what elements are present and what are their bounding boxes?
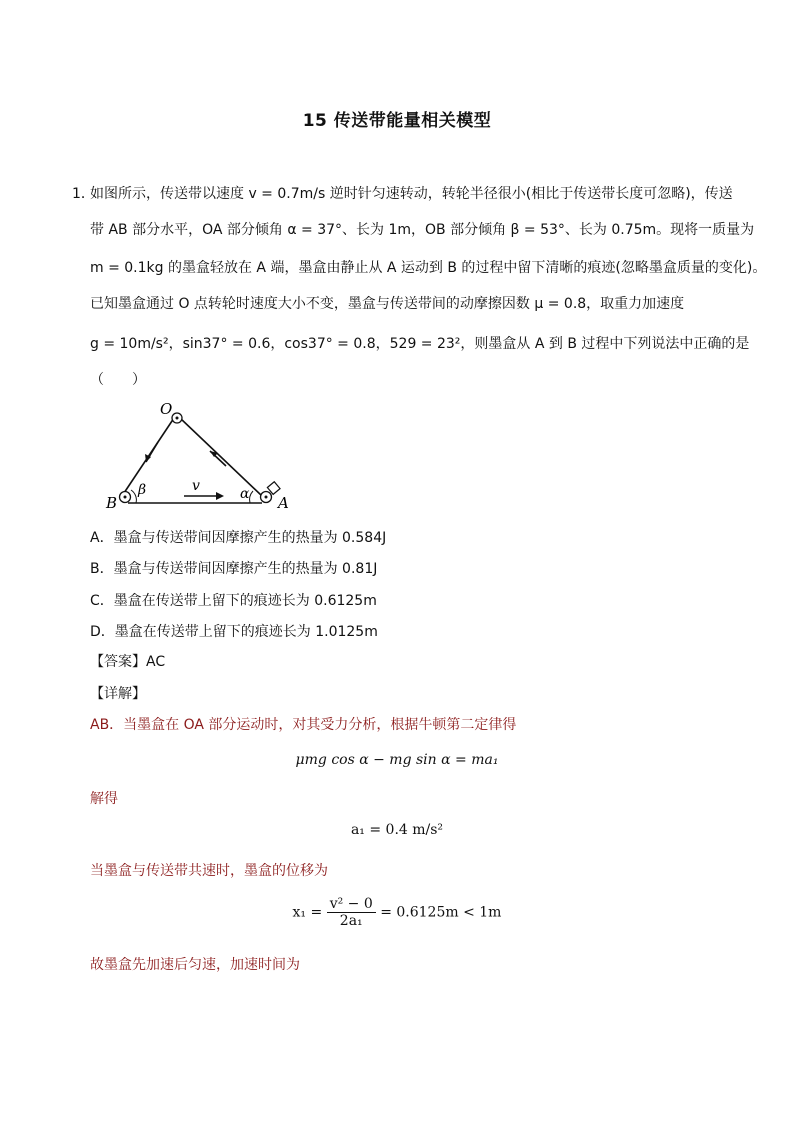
option-a: A．墨盒与传送带间因摩擦产生的热量为 0.584J — [90, 530, 387, 546]
question-number: 1． — [72, 186, 95, 202]
label-alpha: α — [240, 486, 250, 502]
question-line-3: m = 0.1kg 的墨盒轻放在 A 端，墨盒由静止从 A 运动到 B 的过程中留下清晰的痕迹(忽略墨盒质量的变化)。 — [90, 260, 767, 276]
label-v: v — [192, 478, 200, 494]
label-beta: β — [138, 482, 147, 498]
option-c: C．墨盒在传送带上留下的痕迹长为 0.6125m — [90, 593, 377, 609]
explanation-paragraph-1: AB．当墨盒在 OA 部分运动时，对其受力分析，根据牛顿第二定律得 — [90, 717, 517, 733]
page-title: 15 传送带能量相关模型 — [302, 111, 492, 131]
option-d: D．墨盒在传送带上留下的痕迹长为 1.0125m — [90, 624, 378, 640]
question-line-6: （ ） — [90, 372, 146, 388]
angle-beta-arc — [131, 490, 136, 503]
equation-acceleration: a₁ = 0.4 m/s² — [350, 822, 444, 838]
equation-displacement-lhs: x₁ = — [292, 904, 323, 921]
explanation-paragraph-3: 当墨盒与传送带共速时，墨盒的位移为 — [90, 863, 328, 879]
label-b: B — [106, 494, 118, 510]
answer-label: 【答案】AC — [90, 654, 166, 670]
fraction-numerator: v² − 0 — [327, 896, 376, 913]
equation-newton: μmg cos α − mg sin α = ma₁ — [295, 752, 499, 768]
fraction-denominator: 2a₁ — [339, 913, 363, 929]
question-line-1: 如图所示，传送带以速度 v = 0.7m/s 逆时针匀速转动，转轮半径很小(相比于传送带长度可忽略)，传送 — [90, 186, 733, 202]
question-line-2: 带 AB 部分水平，OA 部分倾角 α = 37°、长为 1m，OB 部分倾角 β = 53°、长为 0.75m。现将一质量为 — [90, 222, 755, 238]
equation-displacement-fraction — [327, 896, 376, 929]
conveyor-diagram — [104, 402, 294, 510]
angle-alpha-arc — [250, 491, 253, 503]
label-a: A — [278, 494, 289, 510]
option-b: B．墨盒与传送带间因摩擦产生的热量为 0.81J — [90, 561, 378, 577]
label-o: O — [160, 402, 173, 418]
question-line-5: g = 10m/s²，sin37° = 0.6，cos37° = 0.8，529 = 23²，则墨盒从 A 到 B 过程中下列说法中正确的是 — [90, 336, 750, 352]
explanation-label: 【详解】 — [90, 686, 146, 702]
equation-displacement — [0, 896, 794, 929]
explanation-paragraph-4: 故墨盒先加速后匀速，加速时间为 — [90, 957, 300, 973]
equation-displacement-rhs: = 0.6125m < 1m — [380, 904, 502, 921]
question-line-4: 已知墨盒通过 O 点转轮时速度大小不变，墨盒与传送带间的动摩擦因数 μ = 0.8，取重力加速度 — [90, 296, 685, 312]
explanation-paragraph-2: 解得 — [90, 791, 118, 807]
